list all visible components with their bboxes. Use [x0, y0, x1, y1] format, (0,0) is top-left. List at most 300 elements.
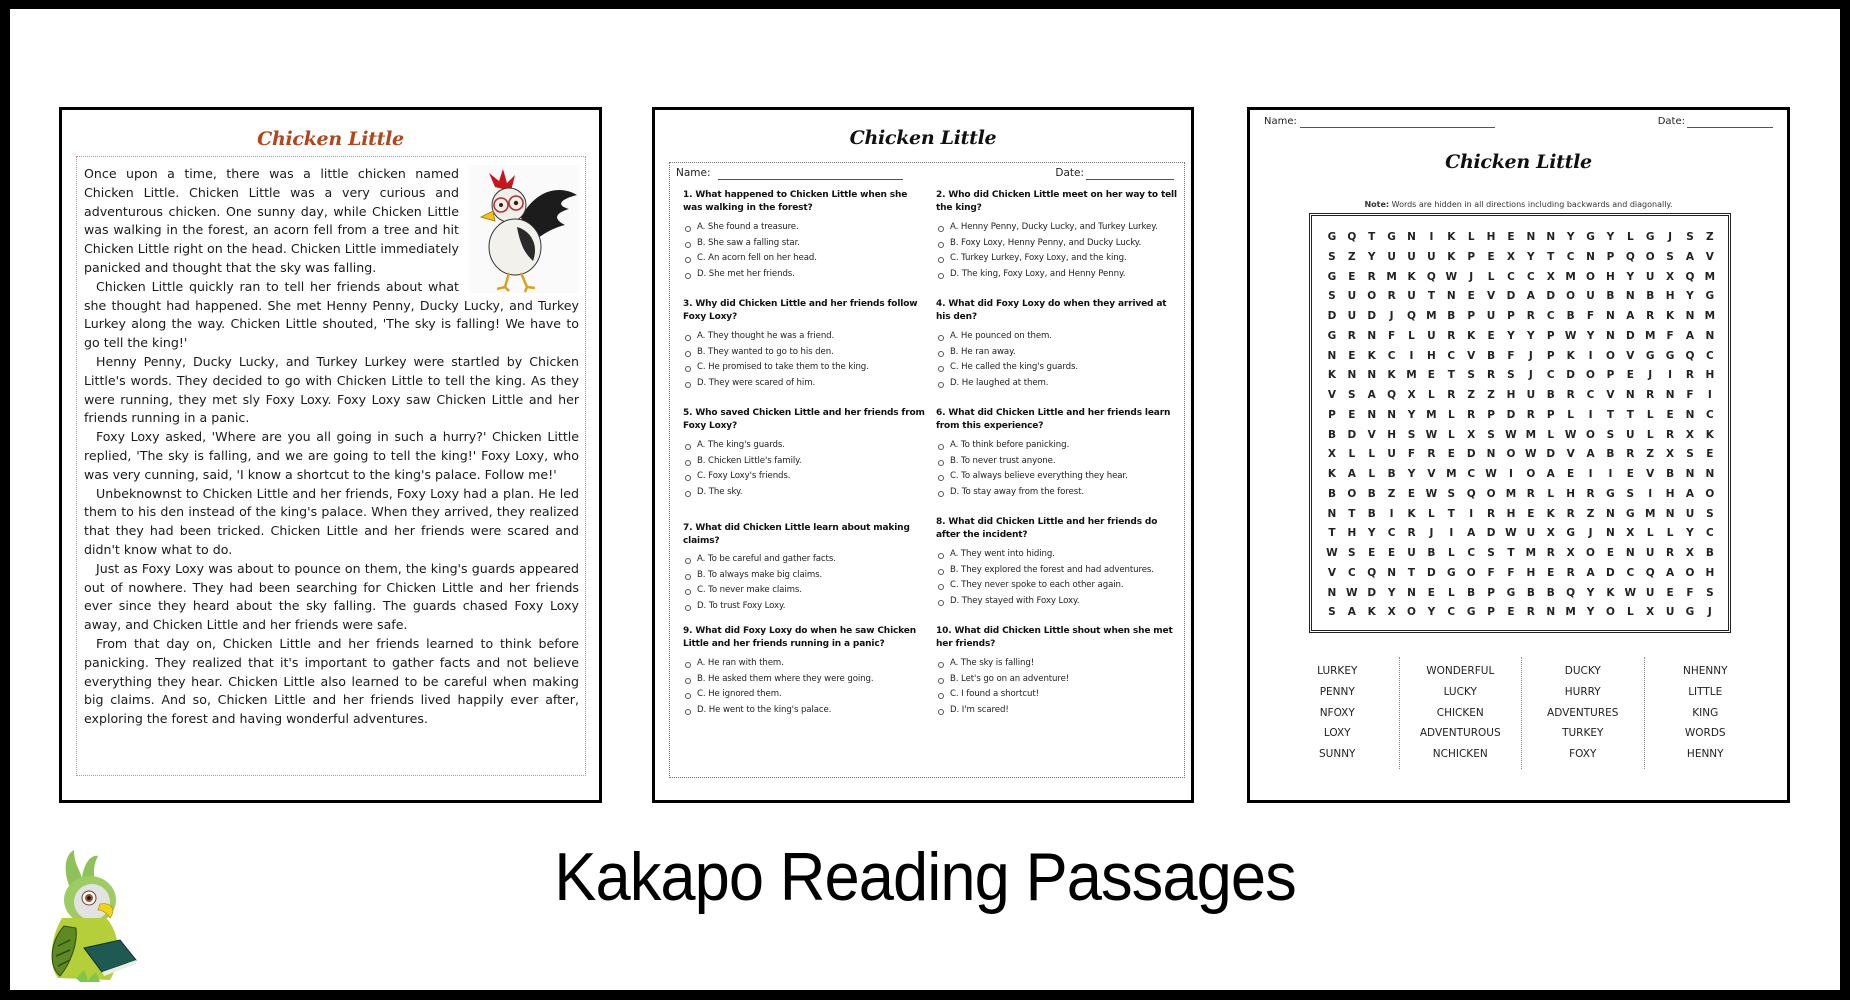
grid-letter: V	[1646, 468, 1655, 480]
name-blank-line	[1300, 127, 1495, 128]
grid-letter: C	[1706, 408, 1714, 421]
grid-letter: O	[1486, 487, 1496, 500]
question-3	[683, 298, 926, 407]
letter-grid	[1322, 228, 1720, 623]
grid-letter: T	[1447, 507, 1455, 520]
grid-letter: H	[1526, 566, 1536, 579]
passage-text	[84, 165, 579, 729]
passage-paragraph: Just as Foxy Loxy was about to pounce on them, the king's guards appeared out of nowhere. They had been searching for Chicken Little and her friends ever since they heard about the sky falling. The guards chased Foxy Loxy away, and Chicken Little and her friends were safe.	[84, 560, 579, 633]
answer-option: C. They never spoke to each other again.	[936, 578, 1179, 594]
question-text: 3. Why did Chicken Little and her friends follow Foxy Loxy?	[683, 299, 918, 322]
grid-letter: E	[1487, 250, 1495, 263]
grid-letter: B	[1327, 428, 1336, 441]
grid-letter: I	[1588, 468, 1593, 480]
grid-letter: O	[1586, 547, 1595, 559]
grid-letter: C	[1347, 566, 1356, 579]
grid-letter: N	[1685, 408, 1695, 421]
grid-letter: T	[1547, 250, 1555, 263]
grid-letter: C	[1566, 250, 1575, 263]
grid-letter: N	[1407, 586, 1416, 599]
grid-letter: W	[1425, 428, 1438, 441]
grid-letter: J	[1528, 369, 1533, 382]
grid-letter: P	[1606, 250, 1615, 263]
grid-letter: B	[1546, 586, 1555, 599]
grid-letter: Q	[1426, 270, 1436, 283]
grid-letter: M	[1565, 606, 1576, 619]
grid-letter: U	[1387, 250, 1396, 263]
grid-letter: D	[1506, 290, 1516, 303]
grid-letter: P	[1606, 369, 1615, 382]
grid-letter: R	[1367, 270, 1376, 283]
grid-letter: C	[1447, 349, 1456, 362]
grid-letter: M	[1704, 270, 1716, 283]
grid-letter: E	[1348, 408, 1356, 421]
grid-letter: U	[1645, 270, 1655, 283]
question-text: 5. Who saved Chicken Little and her friends from Foxy Loxy?	[683, 408, 925, 431]
grid-letter: N	[1546, 231, 1556, 243]
grid-letter: Y	[1527, 329, 1535, 342]
answer-option: D. He went to the king's palace.	[683, 703, 926, 719]
grid-letter: B	[1646, 290, 1655, 303]
passage-paragraph: Chicken Little quickly ran to tell her friends about what she thought had happened. She met Henny Penny, Ducky Lucky, and Turkey Lurkey along the way. Chicken Little shouted, 'The sky is falling! We have to go tell the king!'	[84, 278, 579, 351]
grid-letter: H	[1506, 389, 1516, 401]
answer-option: B. To always make big claims.	[683, 568, 926, 584]
passage-paragraph: Once upon a time, there was a little chicken named Chicken Little. Chicken Little was a very curious and adventurous chicken. One sunny day, while Chicken Little was walking in the forest, an acorn fell from a tree and hit Chicken Little right on the head. Chicken Little immediately panicked and thought that the sky was falling.	[84, 166, 459, 275]
grid-letter: U	[1347, 290, 1357, 303]
answer-option: D. They stayed with Foxy Loxy.	[936, 594, 1179, 610]
grid-letter: R	[1646, 389, 1655, 401]
grid-letter: I	[1469, 507, 1474, 520]
grid-letter: Q	[1387, 389, 1397, 401]
grid-letter: Z	[1348, 250, 1356, 263]
grid-letter: H	[1705, 566, 1715, 579]
grid-letter: W	[1326, 547, 1338, 559]
answer-option: D. To trust Foxy Loxy.	[683, 599, 926, 615]
question-5	[683, 407, 926, 516]
grid-letter: E	[1626, 468, 1634, 480]
grid-letter: E	[1507, 606, 1515, 619]
grid-letter: B	[1387, 468, 1396, 480]
grid-letter: C	[1706, 349, 1714, 362]
grid-letter: A	[1685, 250, 1695, 263]
word-bank-column	[1644, 657, 1767, 769]
grid-letter: M	[1426, 310, 1437, 322]
grid-letter: C	[1546, 310, 1555, 322]
grid-letter: G	[1387, 231, 1396, 243]
grid-letter: G	[1625, 507, 1635, 520]
grid-letter: K	[1467, 329, 1476, 342]
grid-letter: O	[1586, 270, 1595, 283]
comprehension-questions-page	[652, 107, 1194, 803]
answer-option: D. I'm scared!	[936, 703, 1179, 719]
grid-letter: S	[1407, 428, 1416, 441]
answer-option: B. He asked them where they were going.	[683, 672, 926, 688]
grid-letter: U	[1407, 290, 1416, 303]
word-search-page	[1247, 107, 1790, 803]
answer-option: A. They went into hiding.	[936, 547, 1179, 563]
answer-option: D. The sky.	[683, 485, 926, 501]
grid-letter: M	[1525, 428, 1537, 441]
grid-letter: E	[1348, 270, 1356, 283]
grid-letter: Q	[1566, 586, 1576, 599]
grid-letter: L	[1368, 448, 1376, 461]
grid-letter: R	[1526, 408, 1535, 421]
grid-letter: R	[1487, 369, 1496, 382]
grid-letter: O	[1526, 468, 1536, 480]
grid-letter: Q	[1645, 566, 1655, 579]
grid-letter: R	[1387, 290, 1396, 303]
grid-letter: S	[1487, 547, 1495, 559]
grid-letter: Z	[1586, 507, 1595, 520]
grid-letter: B	[1367, 507, 1376, 520]
grid-letter: X	[1685, 428, 1695, 441]
grid-letter: E	[1427, 586, 1435, 599]
answer-option: C. He called the king's guards.	[936, 360, 1179, 376]
grid-letter: Y	[1586, 586, 1595, 599]
grid-letter: K	[1546, 507, 1555, 520]
grid-letter: K	[1327, 369, 1337, 382]
question-9	[683, 625, 926, 734]
answer-option: D. She met her friends.	[683, 267, 926, 283]
grid-letter: V	[1705, 250, 1714, 263]
grid-letter: N	[1327, 507, 1337, 520]
grid-letter: B	[1606, 290, 1615, 303]
question-7	[683, 516, 926, 625]
grid-letter: L	[1547, 487, 1555, 500]
grid-letter: V	[1427, 468, 1436, 480]
grid-letter: L	[1428, 389, 1435, 401]
grid-letter: K	[1407, 507, 1416, 520]
answer-option: B. He ran away.	[936, 345, 1179, 361]
note-label: Note:	[1364, 200, 1390, 209]
grid-letter: R	[1407, 527, 1416, 540]
grid-letter: A	[1685, 487, 1695, 500]
word-bank-word: LOXY	[1323, 727, 1351, 740]
grid-letter: F	[1666, 329, 1674, 342]
grid-letter: T	[1606, 408, 1614, 421]
grid-letter: R	[1347, 329, 1356, 342]
grid-letter: C	[1586, 389, 1595, 401]
grid-letter: Y	[1686, 290, 1694, 303]
grid-letter: F	[1487, 566, 1495, 579]
answer-option: B. Foxy Loxy, Henny Penny, and Ducky Lucky.	[936, 236, 1179, 252]
grid-letter: S	[1328, 606, 1336, 619]
grid-letter: S	[1348, 389, 1356, 401]
date-blank-line	[1687, 127, 1773, 128]
grid-letter: M	[1644, 507, 1656, 520]
grid-letter: H	[1566, 487, 1576, 500]
letter-grid-frame	[1309, 213, 1731, 633]
grid-letter: V	[1606, 389, 1615, 401]
grid-letter: X	[1546, 270, 1555, 283]
grid-letter: Q	[1625, 250, 1635, 263]
grid-letter: X	[1666, 270, 1675, 283]
grid-letter: Z	[1467, 389, 1475, 401]
grid-letter: J	[1668, 231, 1673, 243]
word-bank-word: LUCKY	[1443, 685, 1477, 698]
question-text: 9. What did Foxy Loxy do when he saw Chicken Little and her friends running in a panic?	[683, 626, 916, 649]
grid-letter: A	[1526, 290, 1535, 303]
grid-letter: L	[1467, 231, 1475, 243]
grid-letter: G	[1466, 606, 1476, 619]
answer-option: C. He ignored them.	[683, 687, 926, 703]
grid-letter: A	[1666, 566, 1675, 579]
grid-letter: E	[1706, 448, 1714, 461]
grid-letter: D	[1506, 408, 1516, 421]
grid-letter: E	[1467, 290, 1475, 303]
grid-letter: X	[1666, 448, 1675, 461]
answer-option: C. To always believe everything they hear.	[936, 469, 1179, 485]
grid-letter: K	[1705, 428, 1714, 441]
grid-letter: E	[1567, 468, 1575, 480]
grid-letter: X	[1646, 606, 1655, 619]
grid-letter: H	[1486, 231, 1496, 243]
word-bank-word: NFOXY	[1319, 706, 1355, 719]
grid-letter: B	[1427, 547, 1436, 559]
grid-letter: P	[1546, 349, 1555, 362]
grid-letter: R	[1447, 329, 1456, 342]
grid-letter: R	[1447, 389, 1456, 401]
grid-letter: S	[1467, 369, 1475, 382]
grid-letter: M	[1386, 270, 1397, 283]
word-bank-word: SUNNY	[1319, 748, 1356, 761]
word-bank-word: CHICKEN	[1436, 706, 1484, 719]
grid-letter: D	[1367, 586, 1377, 599]
grid-letter: S	[1686, 231, 1694, 243]
grid-letter: X	[1506, 250, 1516, 263]
word-bank-column	[1521, 657, 1644, 769]
grid-letter: W	[1505, 428, 1517, 441]
passage-paragraph: Unbeknownst to Chicken Little and her friends, Foxy Loxy had a plan. He led them to his den instead of the king's palace. When they arrived, they realized that they had been tricked. Chicken Little and her friends were scared and didn't know what to do.	[84, 485, 579, 557]
grid-letter: O	[1645, 250, 1655, 263]
grid-letter: N	[1606, 310, 1615, 322]
answer-option: A. To be careful and gather facts.	[683, 552, 926, 568]
grid-letter: Y	[1606, 231, 1615, 243]
grid-letter: T	[1447, 369, 1455, 382]
grid-letter: Y	[1586, 606, 1595, 619]
grid-letter: Q	[1466, 487, 1476, 500]
grid-letter: R	[1526, 606, 1535, 619]
grid-letter: H	[1506, 507, 1516, 520]
grid-letter: L	[1487, 270, 1495, 283]
grid-letter: L	[1447, 586, 1455, 599]
grid-letter: L	[1626, 606, 1634, 619]
grid-letter: F	[1507, 349, 1515, 362]
question-text: 4. What did Foxy Loxy do when they arrived at his den?	[936, 299, 1167, 322]
grid-letter: W	[1505, 527, 1517, 540]
answer-option: C. Turkey Lurkey, Foxy Loxy, and the king.	[936, 251, 1179, 267]
grid-letter: N	[1685, 468, 1695, 480]
question-text: 8. What did Chicken Little and her friends do after the incident?	[936, 517, 1158, 540]
grid-letter: V	[1327, 566, 1337, 579]
grid-letter: Z	[1487, 389, 1495, 401]
grid-letter: G	[1327, 329, 1337, 342]
grid-letter: O	[1367, 290, 1377, 303]
grid-letter: W	[1564, 428, 1577, 441]
word-bank-word: PENNY	[1319, 685, 1355, 698]
answer-option: B. They wanted to go to his den.	[683, 345, 926, 361]
grid-letter: E	[1547, 566, 1555, 579]
grid-letter: Q	[1367, 566, 1377, 579]
grid-letter: G	[1645, 231, 1655, 243]
grid-letter: Y	[1407, 468, 1416, 480]
grid-letter: L	[1428, 507, 1435, 520]
grid-letter: I	[1509, 468, 1513, 480]
grid-letter: D	[1466, 448, 1476, 461]
grid-letter: G	[1327, 231, 1337, 243]
grid-letter: E	[1407, 487, 1416, 500]
grid-letter: U	[1486, 310, 1496, 322]
word-bank-word: LITTLE	[1688, 685, 1723, 698]
grid-letter: B	[1546, 389, 1555, 401]
grid-letter: N	[1367, 408, 1377, 421]
grid-letter: J	[1648, 369, 1653, 382]
grid-letter: R	[1467, 408, 1476, 421]
grid-letter: F	[1388, 329, 1396, 342]
grid-letter: I	[1648, 487, 1653, 500]
grid-letter: G	[1606, 487, 1615, 500]
grid-letter: B	[1327, 487, 1336, 500]
grid-letter: P	[1487, 606, 1495, 619]
question-text: 1. What happened to Chicken Little when she was walking in the forest?	[683, 190, 908, 213]
grid-letter: U	[1427, 329, 1436, 342]
grid-letter: E	[1666, 408, 1674, 421]
grid-letter: A	[1546, 468, 1555, 480]
grid-letter: K	[1566, 349, 1575, 362]
grid-letter: O	[1407, 606, 1416, 619]
grid-letter: E	[1427, 369, 1435, 382]
date-label: Date:	[1657, 116, 1685, 127]
grid-letter: C	[1526, 270, 1535, 283]
grid-letter: T	[1328, 527, 1336, 540]
grid-letter: R	[1487, 507, 1496, 520]
question-4	[936, 298, 1179, 407]
answer-option: B. They explored the forest and had adventures.	[936, 563, 1179, 579]
grid-letter: X	[1685, 547, 1695, 559]
grid-letter: Y	[1367, 250, 1376, 263]
grid-letter: P	[1487, 408, 1495, 421]
answer-option: D. They were scared of him.	[683, 376, 926, 392]
quiz-frame	[669, 162, 1185, 778]
grid-letter: A	[1467, 527, 1476, 540]
grid-letter: Y	[1626, 270, 1635, 283]
answer-option: B. To never trust anyone.	[936, 454, 1179, 470]
grid-letter: T	[1407, 566, 1416, 579]
grid-letter: O	[1586, 369, 1595, 382]
grid-letter: G	[1566, 527, 1575, 540]
grid-letter: I	[1668, 369, 1673, 382]
grid-letter: F	[1686, 389, 1694, 401]
word-bank-word: NHENNY	[1682, 665, 1728, 677]
grid-letter: J	[1469, 270, 1474, 283]
answer-option: A. Henny Penny, Ducky Lucky, and Turkey Lurkey.	[936, 220, 1179, 236]
grid-letter: C	[1467, 547, 1476, 559]
grid-letter: Y	[1686, 527, 1694, 540]
answer-option: B. She saw a falling star.	[683, 236, 926, 252]
grid-letter: M	[1505, 487, 1517, 500]
grid-letter: K	[1327, 468, 1337, 480]
grid-letter: T	[1626, 408, 1634, 421]
grid-letter: N	[1685, 310, 1695, 322]
grid-letter: R	[1427, 448, 1436, 461]
grid-letter: G	[1665, 349, 1675, 362]
grid-letter: O	[1586, 428, 1595, 441]
grid-letter: R	[1586, 487, 1595, 500]
grid-letter: A	[1586, 566, 1595, 579]
grid-letter: Y	[1407, 408, 1416, 421]
grid-letter: O	[1605, 606, 1615, 619]
grid-letter: H	[1665, 290, 1675, 303]
grid-letter: N	[1625, 290, 1635, 303]
grid-letter: N	[1446, 290, 1456, 303]
grid-letter: S	[1626, 487, 1635, 500]
grid-letter: I	[1449, 527, 1454, 540]
grid-letter: C	[1387, 527, 1396, 540]
grid-letter: Z	[1387, 487, 1396, 500]
word-bank-word: NCHICKEN	[1432, 748, 1488, 761]
grid-letter: Y	[1427, 606, 1436, 619]
grid-letter: A	[1626, 310, 1635, 322]
grid-letter: F	[1686, 586, 1694, 599]
grid-letter: U	[1526, 389, 1536, 401]
grid-letter: U	[1407, 547, 1416, 559]
grid-letter: Z	[1706, 231, 1714, 243]
grid-letter: E	[1507, 231, 1515, 243]
answer-option: A. He pounced on them.	[936, 329, 1179, 345]
grid-letter: R	[1666, 547, 1675, 559]
grid-letter: Q	[1347, 231, 1357, 243]
grid-letter: X	[1467, 428, 1476, 441]
grid-letter: S	[1447, 487, 1456, 500]
passage-frame	[76, 156, 586, 776]
grid-letter: M	[1525, 547, 1537, 559]
grid-letter: W	[1425, 487, 1438, 500]
passage-title: Chicken Little	[257, 128, 404, 150]
grid-letter: V	[1626, 349, 1635, 362]
grid-letter: P	[1487, 586, 1495, 599]
grid-letter: C	[1546, 369, 1555, 382]
question-1	[683, 189, 926, 298]
name-label: Name:	[676, 167, 711, 179]
grid-letter: N	[1407, 231, 1416, 243]
answer-option: C. An acorn fell on her head.	[683, 251, 926, 267]
grid-letter: L	[1567, 408, 1574, 421]
grid-letter: N	[1486, 448, 1496, 461]
grid-letter: X	[1566, 547, 1575, 559]
grid-letter: T	[1348, 507, 1356, 520]
grid-letter: H	[1347, 527, 1357, 540]
grid-letter: N	[1327, 586, 1337, 599]
question-8	[936, 516, 1179, 625]
grid-letter: D	[1546, 290, 1556, 303]
grid-letter: J	[1528, 349, 1533, 362]
reading-passage-page	[59, 107, 602, 803]
grid-letter: N	[1367, 369, 1377, 382]
grid-letter: G	[1586, 231, 1595, 243]
grid-letter: U	[1407, 250, 1416, 263]
grid-letter: S	[1328, 290, 1336, 303]
grid-letter: K	[1447, 250, 1456, 263]
grid-letter: L	[1447, 408, 1455, 421]
grid-letter: P	[1507, 310, 1515, 322]
answer-option: D. He laughed at them.	[936, 376, 1179, 392]
grid-letter: M	[1644, 329, 1656, 342]
grid-letter: E	[1368, 547, 1376, 559]
grid-letter: S	[1706, 586, 1714, 599]
grid-letter: N	[1606, 507, 1615, 520]
grid-letter: J	[1707, 606, 1712, 619]
grid-letter: B	[1447, 310, 1456, 322]
